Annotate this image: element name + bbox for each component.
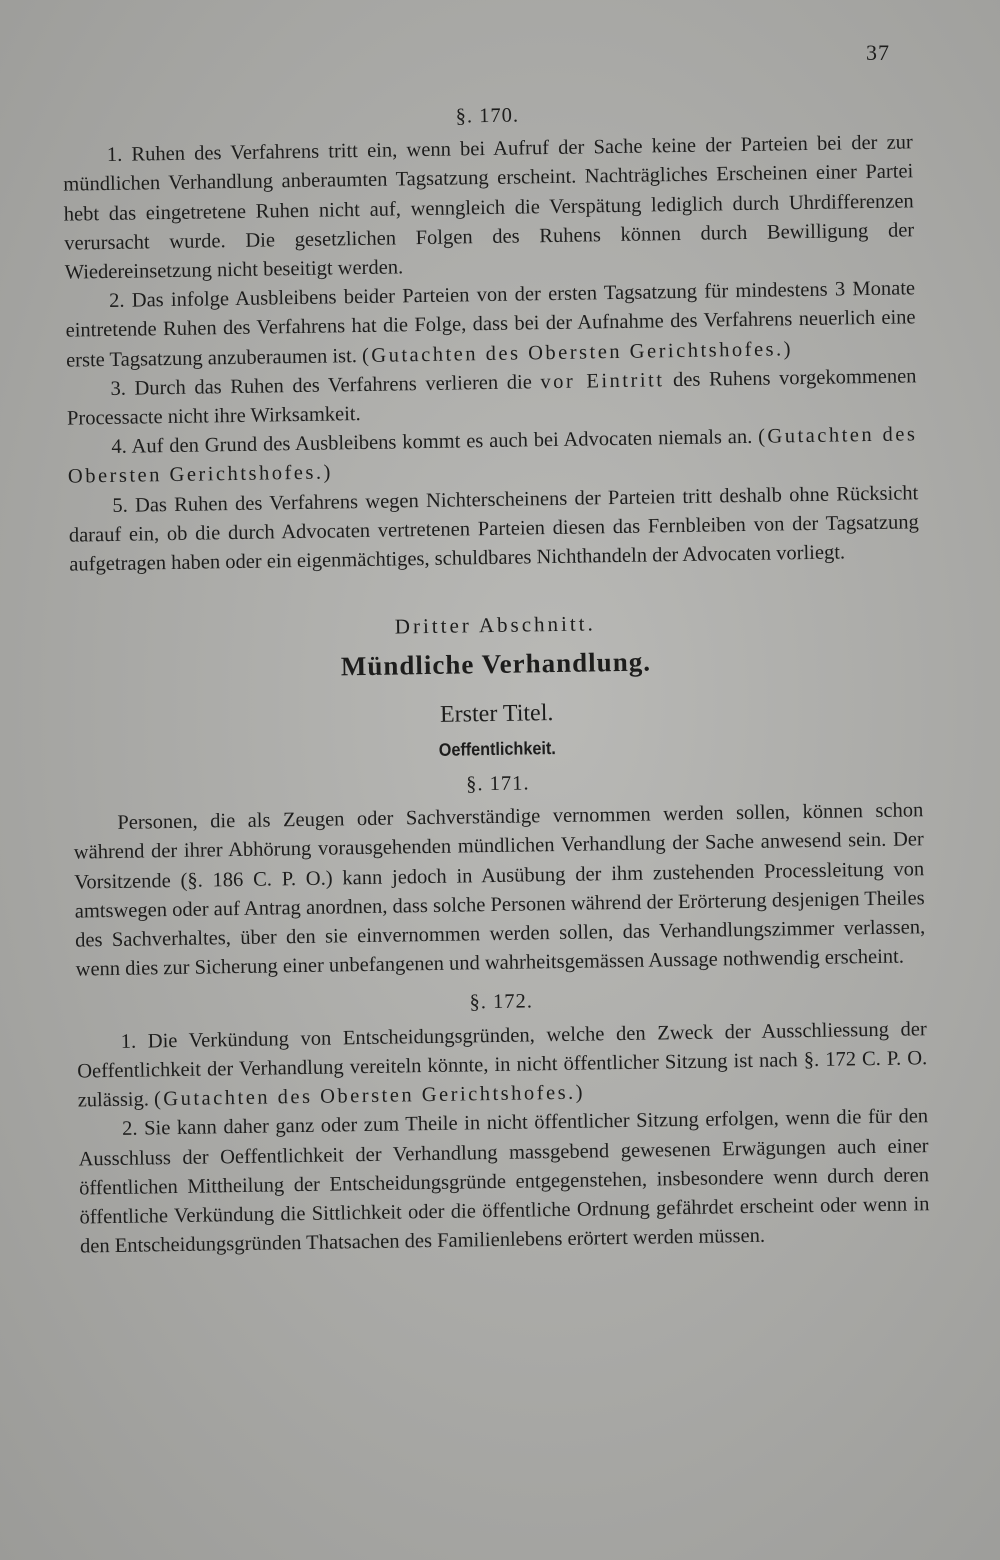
paragraph-171-1: Personen, die als Zeugen oder Sachverständige vernommen werden sollen, können schon während der ihrer Abhörung vorausgehenden mündlichen Verhandlung der Sache anwesend sein. Der Vorsitzende (§. 186 C. P. O.) kann jedoch in Ausübung der ihm zustehenden Processleitung von amtswegen oder auf Antrag anordnen, dass solche Personen während der Erörterung desjenigen Theiles des Sachverhaltes, über den sie einvernommen werden sollen, das Verhandlungszimmer verlassen, wenn dies zur Sicherung einer unbefangenen und wahrheitsgemässen Aussage nothwendig erscheint. xyxy=(73,799,926,981)
citation-gutachten: (Gutachten des Obersten Gerichtshofes.) xyxy=(67,423,918,489)
section-heading-172: §. 172. xyxy=(469,990,534,1014)
citation-gutachten: (Gutachten des Obersten Gerichtshofes.) xyxy=(153,1081,586,1111)
page-body xyxy=(62,89,930,1262)
main-title: Mündliche Verhandlung. xyxy=(340,646,652,682)
paragraph-172-2: 2. Sie kann daher ganz oder zum Theile in nicht öffentlicher Sitzung erfolgen, wenn die für den Ausschluss der Oeffentlichkeit der Verhandlung massgebend gewesenen Erwägungen auch einer öffentlichen Mittheilung der Entscheidungsgründe entgegenstehen, insbesondere wenn durch deren öffentliche Verkündung die Sittlichkeit oder die öffentliche Ordnung gefährdet erscheint oder wenn in den Entscheidungsgründen Thatsachen des Familienlebens erörtert werden müssen. xyxy=(78,1105,930,1258)
paragraph-170-3-a: 3. Durch das Ruhen des Verfahrens verlieren die xyxy=(110,371,533,400)
subtitle-heading: Oeffentlichkeit. xyxy=(438,737,556,760)
paragraph-172-1 xyxy=(77,1015,928,1116)
paragraph-170-1: 1. Ruhen des Verfahrens tritt ein, wenn bei Aufruf der Sache keine der Parteien bei der zur mündlichen Verhandlung anberaumten Tagsatzung erscheint. Nachträgliches Erscheinen einer Partei hebt das eingetretene Ruhen nicht auf, wenngleich die Verspätung lediglich durch Uhrdifferenzen verursacht wurde. Die gesetzlichen Folgen des Ruhens können durch Bewilligung der Wiedereinsetzung nicht beseitigt werden. xyxy=(63,131,915,284)
paragraph-170-4-text: 4. Auf den Grund des Ausbleibens kommt es auch bei Advocaten niemals an. xyxy=(111,426,753,459)
paragraph-170-5: 5. Das Ruhen des Verfahrens wegen Nichterscheinens der Parteien tritt deshalb ohne Rücksicht darauf ein, ob die durch Advocaten vertretenen Parteien diesen das Fernbleiben von der Tagsatzung aufgetragen haben oder ein eigenmächtiges, schuldbares Nichthandeln der Advocaten vorliegt. xyxy=(68,481,919,576)
section-heading-170: §. 170. xyxy=(455,104,520,128)
paragraph-172-1-text: 1. Die Verkündung von Entscheidungsgründen, welche den Zweck der Ausschliessung der Oeffentlichkeit der Verhandlung vereiteln könnte, in nicht öffentlicher Sitzung ist nach §. 172 C. P. O. zulässig. xyxy=(77,1017,928,1112)
chapter-heading: Dritter Abschnitt. xyxy=(394,611,596,639)
page-number: 37 xyxy=(866,40,890,65)
paragraph-170-2-text: 2. Das infolge Ausbleibens beider Parteien von der ersten Tagsatzung für mindestens 3 Monate eintretende Ruhen des Verfahrens hat die Folge, dass bei der Aufnahme des Verfahrens neuerlich eine erste Tagsatzung anzuberaumen ist. xyxy=(65,277,916,372)
citation-gutachten: (Gutachten des Obersten Gerichtshofes.) xyxy=(361,337,794,367)
spaced-emphasis: vor Eintritt xyxy=(540,369,665,394)
section-heading-171: §. 171. xyxy=(465,772,530,796)
title-heading: Erster Titel. xyxy=(439,699,554,728)
paragraph-170-2 xyxy=(65,275,916,376)
paragraph-170-3-b: des Ruhens vorgekommenen Processacte nicht ihre Wirksamkeit. xyxy=(66,365,917,430)
